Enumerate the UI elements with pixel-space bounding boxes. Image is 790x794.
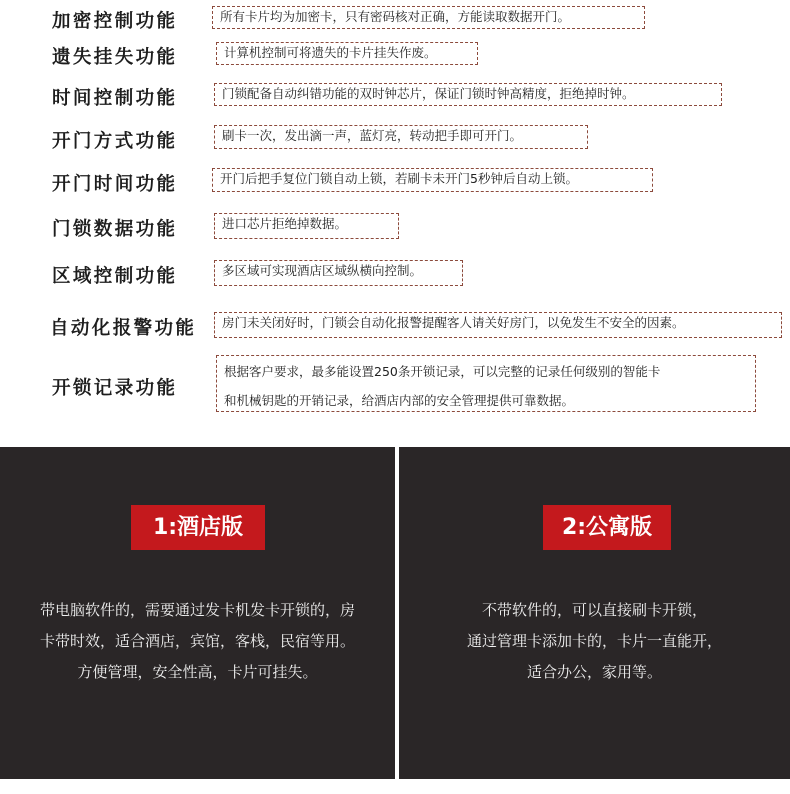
desc-line: 方便管理，安全性高，卡片可挂失。 bbox=[77, 663, 318, 681]
feature-desc-line: 根据客户要求，最多能设置250条开锁记录，可以完整的记录任何级别的智能卡 bbox=[224, 364, 661, 379]
feature-desc: 计算机控制可将遗失的卡片挂失作废。 bbox=[216, 42, 478, 65]
apartment-version-panel bbox=[399, 447, 790, 779]
feature-label: 开门时间功能 bbox=[52, 174, 178, 195]
desc-line: 卡带时效，适合酒店，宾馆，客栈，民宿等用。 bbox=[39, 632, 355, 650]
hotel-version-desc bbox=[0, 595, 395, 688]
apartment-version-desc bbox=[399, 595, 790, 688]
feature-desc-line: 和机械钥匙的开销记录，给酒店内部的安全管理提供可靠数据。 bbox=[224, 393, 575, 408]
feature-label: 遗失挂失功能 bbox=[52, 47, 178, 68]
feature-label: 区域控制功能 bbox=[52, 266, 178, 287]
feature-desc: 进口芯片拒绝掉数据。 bbox=[214, 213, 399, 239]
apartment-version-title: 2:公寓版 bbox=[543, 505, 671, 550]
desc-line: 带电脑软件的，需要通过发卡机发卡开锁的，房 bbox=[39, 601, 355, 619]
feature-desc: 房门未关闭好时，门锁会自动化报警提醒客人请关好房门，以免发生不安全的因素。 bbox=[214, 312, 782, 338]
feature-label: 开门方式功能 bbox=[52, 131, 178, 152]
feature-desc: 开门后把手复位门锁自动上锁，若刷卡未开门5秒钟后自动上锁。 bbox=[212, 168, 653, 192]
desc-line: 不带软件的，可以直接刷卡开锁， bbox=[481, 601, 707, 619]
version-panels bbox=[0, 447, 790, 794]
feature-desc: 刷卡一次，发出滴一声，蓝灯亮，转动把手即可开门。 bbox=[214, 125, 588, 149]
desc-line: 适合办公，家用等。 bbox=[526, 663, 662, 681]
desc-line: 通过管理卡添加卡的，卡片一直能开， bbox=[466, 632, 722, 650]
feature-label: 开锁记录功能 bbox=[52, 378, 178, 399]
feature-desc: 门锁配备自动纠错功能的双时钟芯片，保证门锁时钟高精度，拒绝掉时钟。 bbox=[214, 83, 722, 106]
feature-desc: 多区域可实现酒店区域纵横向控制。 bbox=[214, 260, 463, 286]
hotel-version-title: 1:酒店版 bbox=[131, 505, 265, 550]
feature-label: 自动化报警功能 bbox=[50, 318, 197, 339]
feature-desc: 所有卡片均为加密卡，只有密码核对正确，方能读取数据开门。 bbox=[212, 6, 645, 29]
feature-label: 时间控制功能 bbox=[52, 88, 178, 109]
feature-label: 加密控制功能 bbox=[52, 11, 178, 32]
feature-desc bbox=[216, 355, 756, 412]
feature-label: 门锁数据功能 bbox=[52, 219, 178, 240]
hotel-version-panel bbox=[0, 447, 395, 779]
